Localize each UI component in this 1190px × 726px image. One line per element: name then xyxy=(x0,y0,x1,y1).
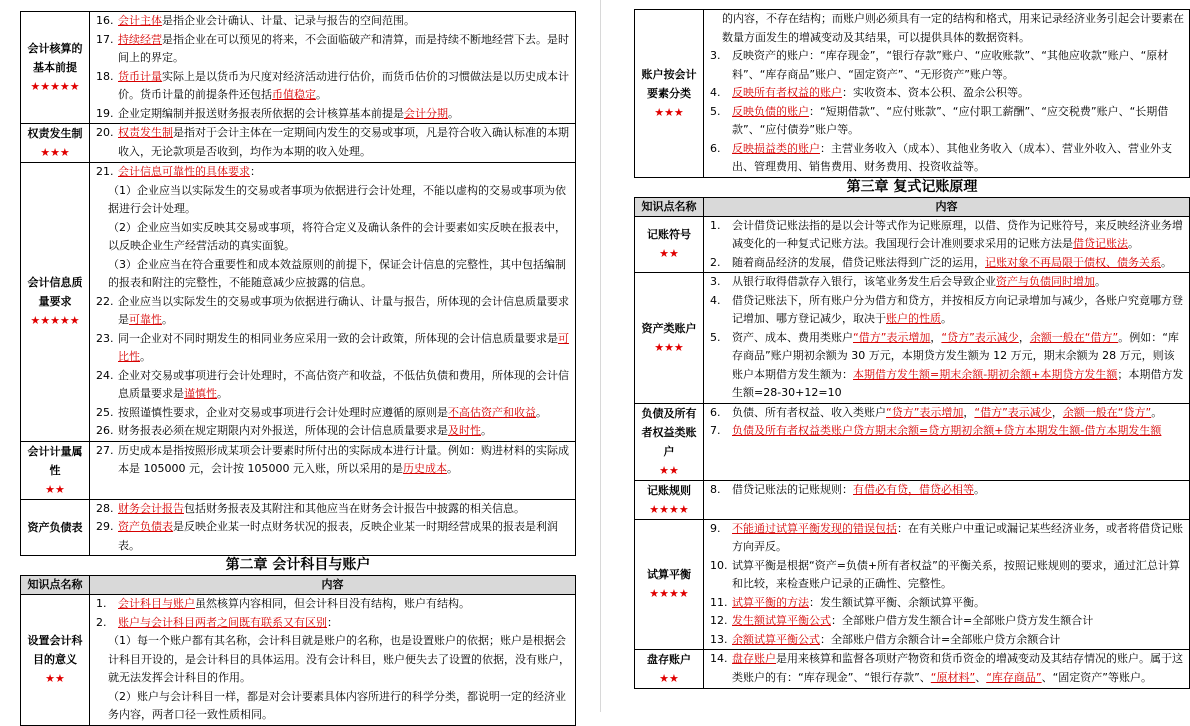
item-text xyxy=(118,105,571,124)
topic-cell xyxy=(635,480,704,519)
text-fragment: （3）企业应当在符合重要性和成本效益原则的前提下，保证会计信息的完整性，其中包括编制的报表和附注的完整性，不能随意减少应披露的信息。 xyxy=(108,257,566,289)
item-number: 1. xyxy=(96,597,107,610)
chapter1-table xyxy=(20,11,576,556)
item-number: 4. xyxy=(710,86,721,99)
text-fragment: ：实收资本、资本公积、盈余公积等。 xyxy=(842,86,1029,99)
item-text xyxy=(108,688,571,725)
content-cell xyxy=(704,10,1190,178)
content-item xyxy=(96,31,571,68)
key-term: 货币计量 xyxy=(118,69,162,83)
item-text xyxy=(732,422,1185,441)
content-item xyxy=(710,47,1185,84)
item-text xyxy=(732,103,1185,140)
content-item xyxy=(710,217,1185,254)
text-fragment: 。例如：“库存商品”账户期初余额为 30 万元，本期贷方发生额为 12 万元，期末余额为 28 万元，则该账户本期借方发生额为： xyxy=(732,330,1179,381)
key-term: 可靠性 xyxy=(129,313,162,326)
item-number xyxy=(96,632,108,688)
right-page xyxy=(634,0,1190,712)
text-fragment: 。 xyxy=(1095,275,1106,288)
item-number: 5. xyxy=(710,330,721,344)
item-number: 3. xyxy=(710,49,721,62)
topic-name: 负债及所有者权益类账户 xyxy=(641,406,697,458)
knowledge-row xyxy=(635,650,1190,689)
key-term: 会计科目与账户 xyxy=(118,597,195,610)
item-text xyxy=(732,273,1185,292)
key-term: 余额一般在“贷方” xyxy=(1062,405,1152,419)
item-number: 25. xyxy=(96,405,114,419)
topic-name: 盘存账户 xyxy=(647,653,691,666)
item-number: 20. xyxy=(96,126,114,139)
topic-cell xyxy=(21,124,90,163)
topic-name: 权责发生制 xyxy=(27,127,83,140)
text-fragment: 是反映企业某一时点财务状况的报表，反映企业某一时期经营成果的报表是利润表。 xyxy=(118,520,558,552)
key-term: 历史成本 xyxy=(402,462,447,475)
key-term: 资产与负债同时增加 xyxy=(996,275,1095,288)
item-number: 12. xyxy=(710,614,728,627)
content-cell xyxy=(704,650,1190,689)
content-item xyxy=(710,273,1185,292)
item-number: 8. xyxy=(710,482,721,496)
item-number: 2. xyxy=(96,615,107,629)
topic-name: 会计计量属性 xyxy=(27,444,83,477)
knowledge-row xyxy=(635,480,1190,519)
text-fragment: 是指对于会计主体在一定期间内发生的交易或事项，凡是符合收入确认标准的本期收入，无论款项是否收到，均作为本期的收入处理。 xyxy=(118,126,569,158)
key-term: 反映损益类的账户 xyxy=(732,141,820,155)
content-item xyxy=(710,650,1185,687)
importance-stars: ★★ xyxy=(659,247,679,261)
text-fragment: ： xyxy=(250,165,261,178)
text-fragment: 是指企业在可以预见的将来，不会面临破产和清算，而是持续不断地经营下去。是时间上的界定。 xyxy=(118,32,569,64)
key-term: 余额试算平衡公式 xyxy=(732,632,820,646)
key-term: 会计主体 xyxy=(118,14,162,27)
key-term: 有借必有贷，借贷必相等 xyxy=(853,482,974,496)
key-term: 反映负债的账户 xyxy=(732,104,809,118)
key-term: 资产负债表 xyxy=(118,520,173,533)
content-item xyxy=(710,329,1185,403)
topic-name: 资产类账户 xyxy=(641,321,697,335)
content-item xyxy=(710,254,1185,273)
topic-cell xyxy=(635,519,704,650)
text-fragment: 。 xyxy=(217,387,228,400)
text-fragment: ， xyxy=(1018,330,1030,344)
topic-name: 记账规则 xyxy=(647,483,691,497)
text-fragment: 借贷记账法下，所有账户分为借方和贷方，并按相反方向记录增加与减少，各账户究竟哪方登记增加、哪方登记减少，取决于 xyxy=(732,293,1183,325)
item-text xyxy=(732,520,1185,557)
topic-name: 记账符号 xyxy=(647,228,691,242)
key-term: “借方”表示增加 xyxy=(853,330,931,344)
content-item xyxy=(710,422,1185,441)
item-number xyxy=(96,256,108,293)
key-term: 记账对象不再局限于债权、债务关系 xyxy=(985,255,1161,269)
content-item xyxy=(96,219,571,256)
key-term: 余额一般在“借方” xyxy=(1029,330,1119,344)
content-item xyxy=(710,103,1185,140)
topic-cell xyxy=(21,441,90,499)
text-fragment: 。 xyxy=(1151,405,1163,419)
content-item xyxy=(96,614,571,633)
key-term: 借贷记账法 xyxy=(1073,237,1128,250)
content-item xyxy=(96,442,571,479)
content-item xyxy=(710,520,1185,557)
item-text xyxy=(732,612,1185,631)
text-fragment: ：“短期借款”、“应付账款”、“应付职工薪酬”、“应交税费”账户、“长期借款”、“应付债券”账户等。 xyxy=(732,104,1169,136)
chapter2-title: 第二章 会计科目与账户 xyxy=(225,557,371,573)
item-number: 17. xyxy=(96,32,114,46)
topic-name: 设置会计科目的意义 xyxy=(27,634,83,667)
item-text xyxy=(108,219,571,256)
item-number: 2. xyxy=(710,255,721,269)
text-fragment: ：全部账户借方余额合计=全部账户贷方余额合计 xyxy=(820,632,1061,646)
key-term: 不高估资产和收益 xyxy=(448,405,536,419)
knowledge-row xyxy=(635,216,1190,273)
chapter3-title: 第三章 复式记账原理 xyxy=(846,178,978,195)
content-item xyxy=(96,293,571,330)
item-number: 11. xyxy=(710,595,728,609)
item-number xyxy=(96,219,108,256)
text-fragment: ， xyxy=(963,405,975,419)
content-cell xyxy=(90,499,576,556)
item-number: 21. xyxy=(96,165,114,178)
item-text xyxy=(722,10,1185,47)
key-term: 及时性 xyxy=(448,424,481,437)
knowledge-row xyxy=(21,12,576,124)
text-fragment: （2）账户与会计科目一样，都是对会计要素具体内容所进行的科学分类，都说明一定的经济业务内容，两者口径一致性质相同。 xyxy=(108,689,566,721)
header-topic: 知识点名称 xyxy=(635,197,704,216)
item-text xyxy=(118,442,571,479)
content-item xyxy=(710,404,1185,423)
text-fragment: ：主营业务收入（成本）、其他业务收入（成本）、营业外收入、营业外支出、管理费用、销售费用、财务费用、投资收益等。 xyxy=(732,141,1172,173)
key-term: 不能通过试算平衡发现的错误包括 xyxy=(732,521,897,535)
item-number: 3. xyxy=(710,275,721,288)
content-item xyxy=(96,124,571,161)
text-fragment: 会计借贷记账法指的是以会计等式作为记账原理，以借、贷作为记账符号，来反映经济业务增减变化的一种复式记账方法。我国现行会计准则要求采用的记账方法是 xyxy=(732,218,1183,250)
content-cell xyxy=(90,163,576,442)
chapter2-table xyxy=(20,575,576,726)
content-item xyxy=(96,256,571,293)
page-divider xyxy=(600,0,601,712)
text-fragment: 从银行取得借款存入银行，该笔业务发生后会导致企业 xyxy=(732,275,996,288)
knowledge-row xyxy=(21,499,576,556)
item-text xyxy=(118,518,571,555)
item-text xyxy=(118,422,571,441)
key-term: “原材料” xyxy=(930,670,976,684)
text-fragment: 。 xyxy=(974,482,985,496)
item-text xyxy=(118,293,571,330)
topic-cell xyxy=(635,10,704,178)
topic-cell xyxy=(21,163,90,442)
chapter3-table xyxy=(634,197,1190,690)
topic-name: 账户按会计要素分类 xyxy=(641,67,697,100)
text-fragment: ： xyxy=(327,615,338,629)
content-item xyxy=(96,182,571,219)
text-fragment: 试算平衡是根据“资产=负债+所有者权益”的平衡关系，按照记账规则的要求，通过汇总计算和比较，来检查账户记录的正确性、完整性。 xyxy=(732,558,1180,590)
item-text xyxy=(732,650,1185,687)
item-number xyxy=(96,688,108,725)
importance-stars: ★★ xyxy=(659,672,679,685)
text-fragment: 实际上是以货币为尺度对经济活动进行估价，而货币估价的习惯做法是以历史成本计价。货币计量的前提条件还包括 xyxy=(118,69,569,101)
key-term: 权责发生制 xyxy=(118,126,173,139)
item-text xyxy=(732,292,1185,329)
knowledge-row xyxy=(21,124,576,163)
item-number: 5. xyxy=(710,104,721,118)
item-text xyxy=(732,84,1185,103)
content-item xyxy=(96,632,571,688)
topic-name: 会计核算的基本前提 xyxy=(27,42,83,74)
text-fragment: ， xyxy=(1051,405,1063,419)
text-fragment: 企业应当以实际发生的交易或事项为依据进行确认、计量与报告，所体现的会计信息质量要求是 xyxy=(118,294,569,326)
key-term: 发生额试算平衡公式 xyxy=(732,614,831,627)
key-term: “贷方”表示减少 xyxy=(941,330,1019,344)
item-number: 13. xyxy=(710,632,728,646)
text-fragment: ：发生额试算平衡、余额试算平衡。 xyxy=(809,595,985,609)
topic-cell xyxy=(21,499,90,556)
item-number: 9. xyxy=(710,521,721,535)
key-term: 账户与会计科目两者之间既有联系又有区别 xyxy=(118,615,327,629)
content-cell xyxy=(704,273,1190,404)
item-text xyxy=(732,557,1185,594)
content-item xyxy=(710,84,1185,103)
key-term: 谨慎性 xyxy=(184,387,217,400)
item-number: 29. xyxy=(96,520,114,533)
content-item xyxy=(96,422,571,441)
knowledge-row xyxy=(635,10,1190,178)
content-item xyxy=(96,330,571,367)
item-number: 22. xyxy=(96,294,114,308)
item-text xyxy=(732,140,1185,177)
item-number: 4. xyxy=(710,293,721,307)
text-fragment: 、“固定资产”等账户。 xyxy=(1041,670,1153,684)
item-text xyxy=(118,330,571,367)
header-content: 内容 xyxy=(90,576,576,595)
importance-stars: ★★ xyxy=(45,482,65,496)
key-term: “库存商品” xyxy=(986,670,1042,684)
key-term: 本期借方发生额=期末余额-期初余额+本期贷方发生额 xyxy=(853,367,1118,381)
text-fragment: 反映资产的账户：“库存现金”，“银行存款”账户、“应收账款”、“其他应收款”账户、“原材料”、“库存商品”账户、“固定资产”、“无形资产”账户等。 xyxy=(732,49,1169,81)
content-cell xyxy=(90,12,576,124)
content-item xyxy=(710,594,1185,613)
key-term: 财务会计报告 xyxy=(118,501,184,515)
text-fragment: 的内容，不存在结构；而账户则必须具有一定的结构和格式，用来记录经济业务引起会计要素在数量方面发生的增减变动及其结果，可以提供具体的数据资料。 xyxy=(722,12,1184,44)
text-fragment: 财务报表必须在规定期限内对外报送，所体现的会计信息质量要求是 xyxy=(118,424,448,437)
knowledge-row xyxy=(21,163,576,442)
item-text xyxy=(732,481,1185,500)
text-fragment: 。 xyxy=(481,424,492,437)
item-text xyxy=(118,124,571,161)
text-fragment: 。 xyxy=(536,405,547,419)
text-fragment: 借贷记账法的记账规则： xyxy=(732,482,853,496)
text-fragment: 资产、成本、费用类账户 xyxy=(732,330,853,344)
key-term: 可比性 xyxy=(118,331,569,363)
content-item xyxy=(96,163,571,182)
importance-stars: ★★★ xyxy=(40,146,70,159)
content-item xyxy=(710,140,1185,177)
text-fragment: 历史成本是指按照形成某项会计要素时所付出的实际成本进行计量。例如：购进材料的实际成本是 105000 元，会计按 105000 元入账，所以采用的是 xyxy=(118,443,569,475)
importance-stars: ★★★★ xyxy=(649,587,689,601)
content-item xyxy=(96,105,571,124)
text-fragment: 。 xyxy=(140,350,151,363)
text-fragment: 是指企业会计确认、计量、记录与报告的空间范围。 xyxy=(162,14,415,27)
item-text xyxy=(118,12,571,31)
topic-name: 资产负债表 xyxy=(27,520,83,534)
importance-stars: ★★ xyxy=(45,672,65,686)
content-cell xyxy=(90,441,576,499)
text-fragment: ；本期借方发生额=28-30+12=10 xyxy=(732,367,1184,399)
item-text xyxy=(108,182,571,219)
topic-name: 试算平衡 xyxy=(647,568,691,582)
item-number: 26. xyxy=(96,424,114,437)
text-fragment: 。 xyxy=(941,312,952,325)
knowledge-row xyxy=(635,403,1190,480)
item-number: 16. xyxy=(96,14,114,27)
topic-cell xyxy=(635,403,704,480)
item-text xyxy=(732,254,1185,273)
item-text xyxy=(732,594,1185,613)
topic-cell xyxy=(21,12,90,124)
text-fragment: ：在有关账户中重记或漏记某些经济业务，或者将借贷记账方向弄反。 xyxy=(732,521,1183,553)
text-fragment: （2）企业应当如实反映其交易或事项，将符合定义及确认条件的会计要素如实反映在报表中，以反映企业生产经营活动的真实面貌。 xyxy=(108,220,566,252)
item-text xyxy=(108,256,571,293)
item-text xyxy=(118,31,571,68)
content-item xyxy=(96,688,571,725)
text-fragment: 。 xyxy=(1128,237,1139,250)
content-item xyxy=(96,367,571,404)
item-number: 24. xyxy=(96,368,114,382)
item-number: 6. xyxy=(710,141,721,155)
item-number xyxy=(710,10,722,47)
item-number: 18. xyxy=(96,69,114,83)
content-item xyxy=(710,557,1185,594)
text-fragment: 同一企业对不同时期发生的相同业务应采用一致的会计政策，所体现的会计信息质量要求是 xyxy=(118,331,558,345)
topic-cell xyxy=(635,273,704,404)
content-item xyxy=(96,404,571,423)
left-page xyxy=(20,0,576,721)
importance-stars: ★★★ xyxy=(654,340,684,354)
key-term: 试算平衡的方法 xyxy=(732,595,809,609)
topic-name: 会计信息质量要求 xyxy=(27,276,83,309)
importance-stars: ★★ xyxy=(659,463,679,477)
text-fragment: 按照谨慎性要求，企业对交易或事项进行会计处理时应遵循的原则是 xyxy=(118,405,448,419)
item-text xyxy=(118,367,571,404)
item-number: 27. xyxy=(96,443,114,457)
key-term: 负债及所有者权益类账户贷方期末余额=贷方期初余额+贷方本期发生额-借方本期发生额 xyxy=(732,424,1162,437)
topic-cell xyxy=(635,216,704,273)
topic-cell xyxy=(635,650,704,689)
key-term: 反映所有者权益的账户 xyxy=(732,86,842,99)
text-fragment: （1）每一个账户都有其名称，会计科目就是账户的名称，也是设置账户的依据；账户是根据会计科目开设的，是会计科目的具体运用。没有会计科目，账户便失去了设置的依据，没有账户，就无法发挥会计科目的作用。 xyxy=(108,634,570,684)
importance-stars: ★★★★ xyxy=(649,502,689,516)
item-number: 6. xyxy=(710,405,721,419)
text-fragment: 。 xyxy=(446,462,458,475)
text-fragment: 企业对交易或事项进行会计处理时，不高估资产和收益，不低估负债和费用，所体现的会计信息质量要求是 xyxy=(118,368,569,400)
text-fragment: 是用来核算和监督各项财产物资和货币资金的增减变动及其结存情况的账户。属于这类账户的有：“库存现金”、“银行存款”、 xyxy=(732,652,1183,684)
item-number: 23. xyxy=(96,331,114,345)
item-number: 28. xyxy=(96,501,114,515)
knowledge-row xyxy=(635,519,1190,650)
item-text xyxy=(732,631,1185,650)
item-number: 7. xyxy=(710,424,721,437)
text-fragment: 企业定期编制并报送财务报表所依据的会计核算基本前提是 xyxy=(118,106,404,120)
text-fragment: 负债、所有者权益、收入类账户 xyxy=(732,405,886,419)
content-item xyxy=(96,518,571,555)
importance-stars: ★★★★★ xyxy=(30,80,80,93)
key-term: 币值稳定 xyxy=(272,88,316,101)
item-number xyxy=(96,182,108,219)
item-text xyxy=(118,614,571,633)
text-fragment: ：全部账户借方发生额合计=全部账户贷方发生额合计 xyxy=(831,614,1094,627)
header-content: 内容 xyxy=(704,197,1190,216)
key-term: 账户的性质 xyxy=(886,312,941,325)
header-topic: 知识点名称 xyxy=(21,576,90,595)
content-item xyxy=(710,631,1185,650)
content-cell xyxy=(90,595,576,726)
key-term: “借方”表示减少 xyxy=(974,405,1052,419)
content-item xyxy=(710,10,1185,47)
content-cell xyxy=(704,403,1190,480)
knowledge-row xyxy=(635,273,1190,404)
item-text xyxy=(732,329,1185,403)
chapter2-continued-table xyxy=(634,9,1190,178)
text-fragment: 。 xyxy=(162,313,173,326)
text-fragment: 。 xyxy=(1161,255,1172,269)
text-fragment: （1）企业应当以实际发生的交易或者事项为依据进行会计处理，不能以虚构的交易或事项为依据进行会计处理。 xyxy=(108,183,566,215)
item-number: 10. xyxy=(710,558,728,572)
text-fragment: 虽然核算内容相同，但会计科目没有结构，账户有结构。 xyxy=(195,597,470,610)
item-text xyxy=(118,163,571,182)
item-text xyxy=(732,217,1185,254)
content-item xyxy=(96,500,571,519)
item-text xyxy=(732,47,1185,84)
text-fragment: 。 xyxy=(316,88,327,101)
topic-cell xyxy=(21,595,90,726)
importance-stars: ★★★ xyxy=(654,105,684,119)
text-fragment: 包括财务报表及其附注和其他应当在财务会计报告中披露的相关信息。 xyxy=(184,501,525,515)
key-term: “贷方”表示增加 xyxy=(886,405,964,419)
content-item xyxy=(96,68,571,105)
content-item xyxy=(710,292,1185,329)
content-item xyxy=(710,612,1185,631)
text-fragment: 、 xyxy=(975,670,987,684)
content-cell xyxy=(704,216,1190,273)
item-number: 19. xyxy=(96,106,114,120)
key-term: 盘存账户 xyxy=(732,652,776,665)
knowledge-row xyxy=(21,441,576,499)
key-term: 持续经营 xyxy=(118,32,162,46)
item-text xyxy=(108,632,571,688)
item-number: 1. xyxy=(710,218,721,232)
item-text xyxy=(732,404,1185,423)
content-cell xyxy=(704,519,1190,650)
text-fragment: ， xyxy=(930,330,942,344)
item-number: 14. xyxy=(710,652,728,665)
content-item xyxy=(710,481,1185,500)
importance-stars: ★★★★★ xyxy=(30,314,80,328)
text-fragment: 。 xyxy=(448,106,459,120)
key-term: 会计信息可靠性的具体要求 xyxy=(118,165,250,178)
item-text xyxy=(118,500,571,519)
item-text xyxy=(118,595,571,614)
item-text xyxy=(118,404,571,423)
key-term: 会计分期 xyxy=(404,106,448,120)
item-text xyxy=(118,68,571,105)
text-fragment: 随着商品经济的发展，借贷记账法得到广泛的运用， xyxy=(732,255,985,269)
knowledge-row xyxy=(21,595,576,726)
content-item xyxy=(96,595,571,614)
content-cell xyxy=(90,124,576,163)
content-cell xyxy=(704,480,1190,519)
content-item xyxy=(96,12,571,31)
